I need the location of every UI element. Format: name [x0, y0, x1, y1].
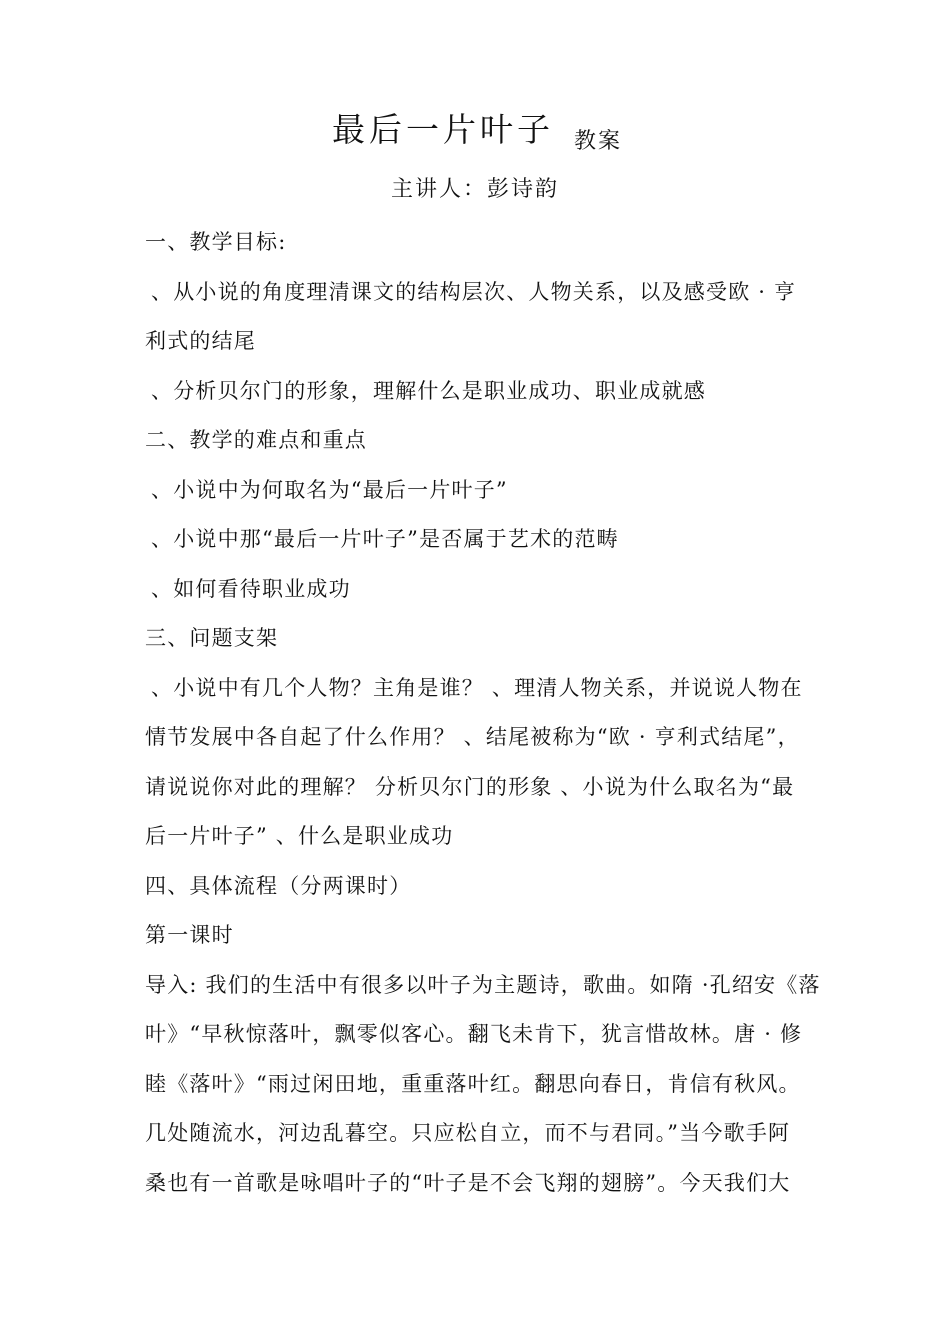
list-item: 、分析贝尔门的形象，理解什么是职业成功、职业成就感: [151, 378, 706, 403]
paragraph-line: 、小说中有几个人物？主角是谁？ 、理清人物关系，并说说人物在: [151, 675, 803, 700]
paragraph-line: 几处随流水，河边乱暮空。只应松自立，而不与君同。”当今歌手阿: [145, 1121, 791, 1145]
list-item: 、从小说的角度理清课文的结构层次、人物关系，以及感受欧 · 亨: [151, 279, 797, 304]
document-body: [145, 218, 821, 1208]
document-subtitle: 教案: [574, 129, 623, 154]
section-heading: 四、具体流程（分两课时）: [145, 873, 412, 898]
paragraph-line: 睦《落叶》“雨过闲田地，重重落叶红。翻思向春日，肯信有秋风。: [145, 1071, 801, 1096]
lesson-heading: 第一课时: [145, 923, 234, 947]
paragraph-line: 情节发展中各自起了什么作用？ 、结尾被称为“欧 · 亨利式结尾”，: [145, 725, 800, 749]
speaker-line: 主讲人：彭诗韵: [390, 177, 559, 202]
list-item: 、小说中为何取名为“最后一片叶子”: [151, 477, 508, 502]
section-heading: 三、问题支架: [145, 626, 279, 650]
section-heading: 二、教学的难点和重点: [145, 428, 367, 452]
paragraph-line: 后一片叶子” 、什么是职业成功: [145, 824, 454, 848]
title-row: [0, 100, 950, 160]
document-title: 最后一片叶子: [332, 110, 554, 149]
list-item: 、如何看待职业成功: [151, 576, 351, 601]
paragraph-line: 叶》“早秋惊落叶，飘零似客心。翻飞未肯下，犹言惜故林。唐 · 修: [145, 1022, 803, 1046]
paragraph-line: 桑也有一首歌是咏唱叶子的“叶子是不会飞翔的翅膀”。今天我们大: [145, 1170, 791, 1195]
list-item: 、小说中那“最后一片叶子”是否属于艺术的范畴: [151, 527, 619, 551]
list-item-continuation: 利式的结尾: [145, 329, 256, 353]
section-heading: 一、教学目标:: [145, 230, 287, 254]
paragraph-line: 导入: 我们的生活中有很多以叶子为主题诗，歌曲。如隋 ·孔绍安《落: [145, 972, 821, 997]
paragraph-line: 请说说你对此的理解？ 分析贝尔门的形象 、小说为什么取名为“最: [145, 774, 795, 799]
